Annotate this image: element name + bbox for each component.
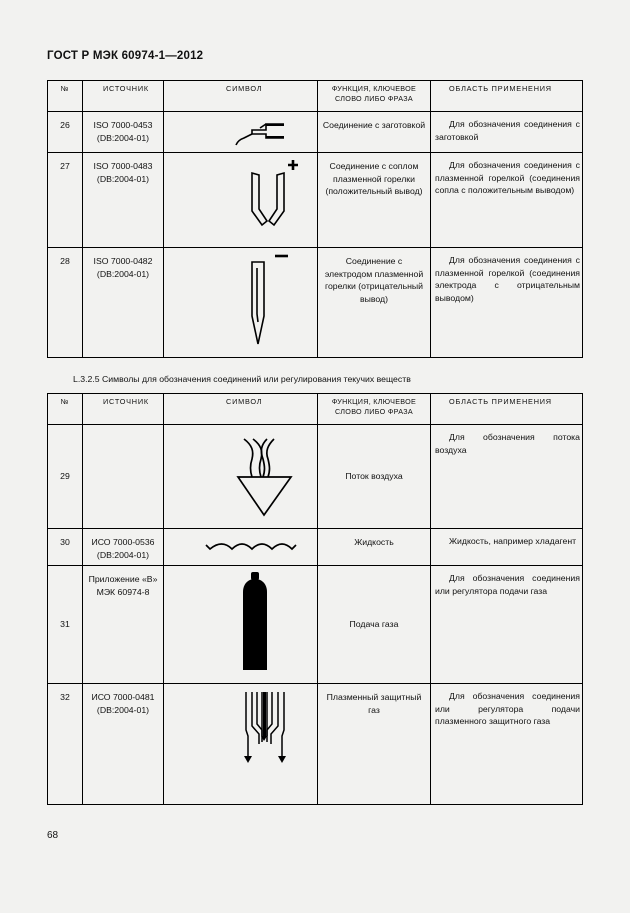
page-number: 68 — [47, 830, 59, 841]
row-area: Для обозначения соединения или регулятора подачи газа — [431, 566, 583, 684]
row-function: Соединение с заготовкой — [318, 112, 431, 153]
row-function: Соединение с электродом плазменной горелки (отрицательный вывод) — [318, 248, 431, 358]
row-source: ISO 7000-0453 (DB:2004-01) — [83, 112, 164, 153]
row-area: Для обозначения соединения с плазменной горелкой (соединения сопла с положительным выводом) — [431, 153, 583, 248]
row-number: 28 — [48, 248, 83, 358]
row-source: ИСО 7000-0481 (DB:2004-01) — [83, 684, 164, 805]
row-number: 31 — [48, 566, 83, 684]
col-header-num: № — [48, 394, 83, 425]
symbols-table-2 — [47, 393, 583, 805]
plasma-shielding-gas-icon — [164, 684, 318, 805]
row-area: Для обозначения соединения с плазменной горелкой (соединения электрода с отрицательным выводом) — [431, 248, 583, 358]
row-function: Жидкость — [318, 529, 431, 566]
symbols-table-1 — [47, 80, 583, 358]
table-row — [48, 112, 583, 153]
row-function: Соединение с соплом плазменной горелки (положительный вывод) — [318, 153, 431, 248]
col-header-area: ОБЛАСТЬ ПРИМЕНЕНИЯ — [431, 81, 583, 112]
row-source — [83, 425, 164, 529]
col-header-symbol: СИМВОЛ — [164, 394, 318, 425]
row-area: Для обозначения соединения или регулятора подачи плазменного защитного газа — [431, 684, 583, 805]
air-flow-arrow-icon — [164, 425, 318, 529]
row-number: 32 — [48, 684, 83, 805]
plasma-nozzle-positive-icon — [164, 153, 318, 248]
table-row — [48, 566, 583, 684]
col-header-area: ОБЛАСТЬ ПРИМЕНЕНИЯ — [431, 394, 583, 425]
row-number: 30 — [48, 529, 83, 566]
row-number: 26 — [48, 112, 83, 153]
col-header-source: ИСТОЧНИК — [83, 81, 164, 112]
row-number: 29 — [48, 425, 83, 529]
row-source: Приложение «В» МЭК 60974-8 — [83, 566, 164, 684]
row-source: ISO 7000-0483 (DB:2004-01) — [83, 153, 164, 248]
row-function: Плазменный защитный газ — [318, 684, 431, 805]
row-number: 27 — [48, 153, 83, 248]
col-header-source: ИСТОЧНИК — [83, 394, 164, 425]
table-header-row — [48, 394, 583, 425]
row-area: Жидкость, например хладагент — [431, 529, 583, 566]
table-row — [48, 248, 583, 358]
col-header-symbol: СИМВОЛ — [164, 81, 318, 112]
workpiece-connection-icon — [164, 112, 318, 153]
document-header: ГОСТ Р МЭК 60974-1—2012 — [47, 50, 204, 62]
row-area: Для обозначения соединения с заготовкой — [431, 112, 583, 153]
row-source: ИСО 7000-0536 (DB:2004-01) — [83, 529, 164, 566]
row-source: ISO 7000-0482 (DB:2004-01) — [83, 248, 164, 358]
col-header-function: ФУНКЦИЯ, КЛЮЧЕВОЕ СЛОВО ЛИБО ФРАЗА — [318, 394, 431, 425]
liquid-waves-icon — [164, 529, 318, 566]
col-header-num: № — [48, 81, 83, 112]
col-header-function: ФУНКЦИЯ, КЛЮЧЕВОЕ СЛОВО ЛИБО ФРАЗА — [318, 81, 431, 112]
table-row — [48, 425, 583, 529]
table-row — [48, 529, 583, 566]
row-function: Поток воздуха — [318, 425, 431, 529]
gas-cylinder-icon — [164, 566, 318, 684]
plasma-electrode-negative-icon — [164, 248, 318, 358]
row-function: Подача газа — [318, 566, 431, 684]
table-row — [48, 684, 583, 805]
table-header-row — [48, 81, 583, 112]
table-row — [48, 153, 583, 248]
row-area: Для обозначения потока воздуха — [431, 425, 583, 529]
section-title: L.3.2.5 Символы для обозначения соединений или регулирования текучих веществ — [73, 374, 411, 384]
